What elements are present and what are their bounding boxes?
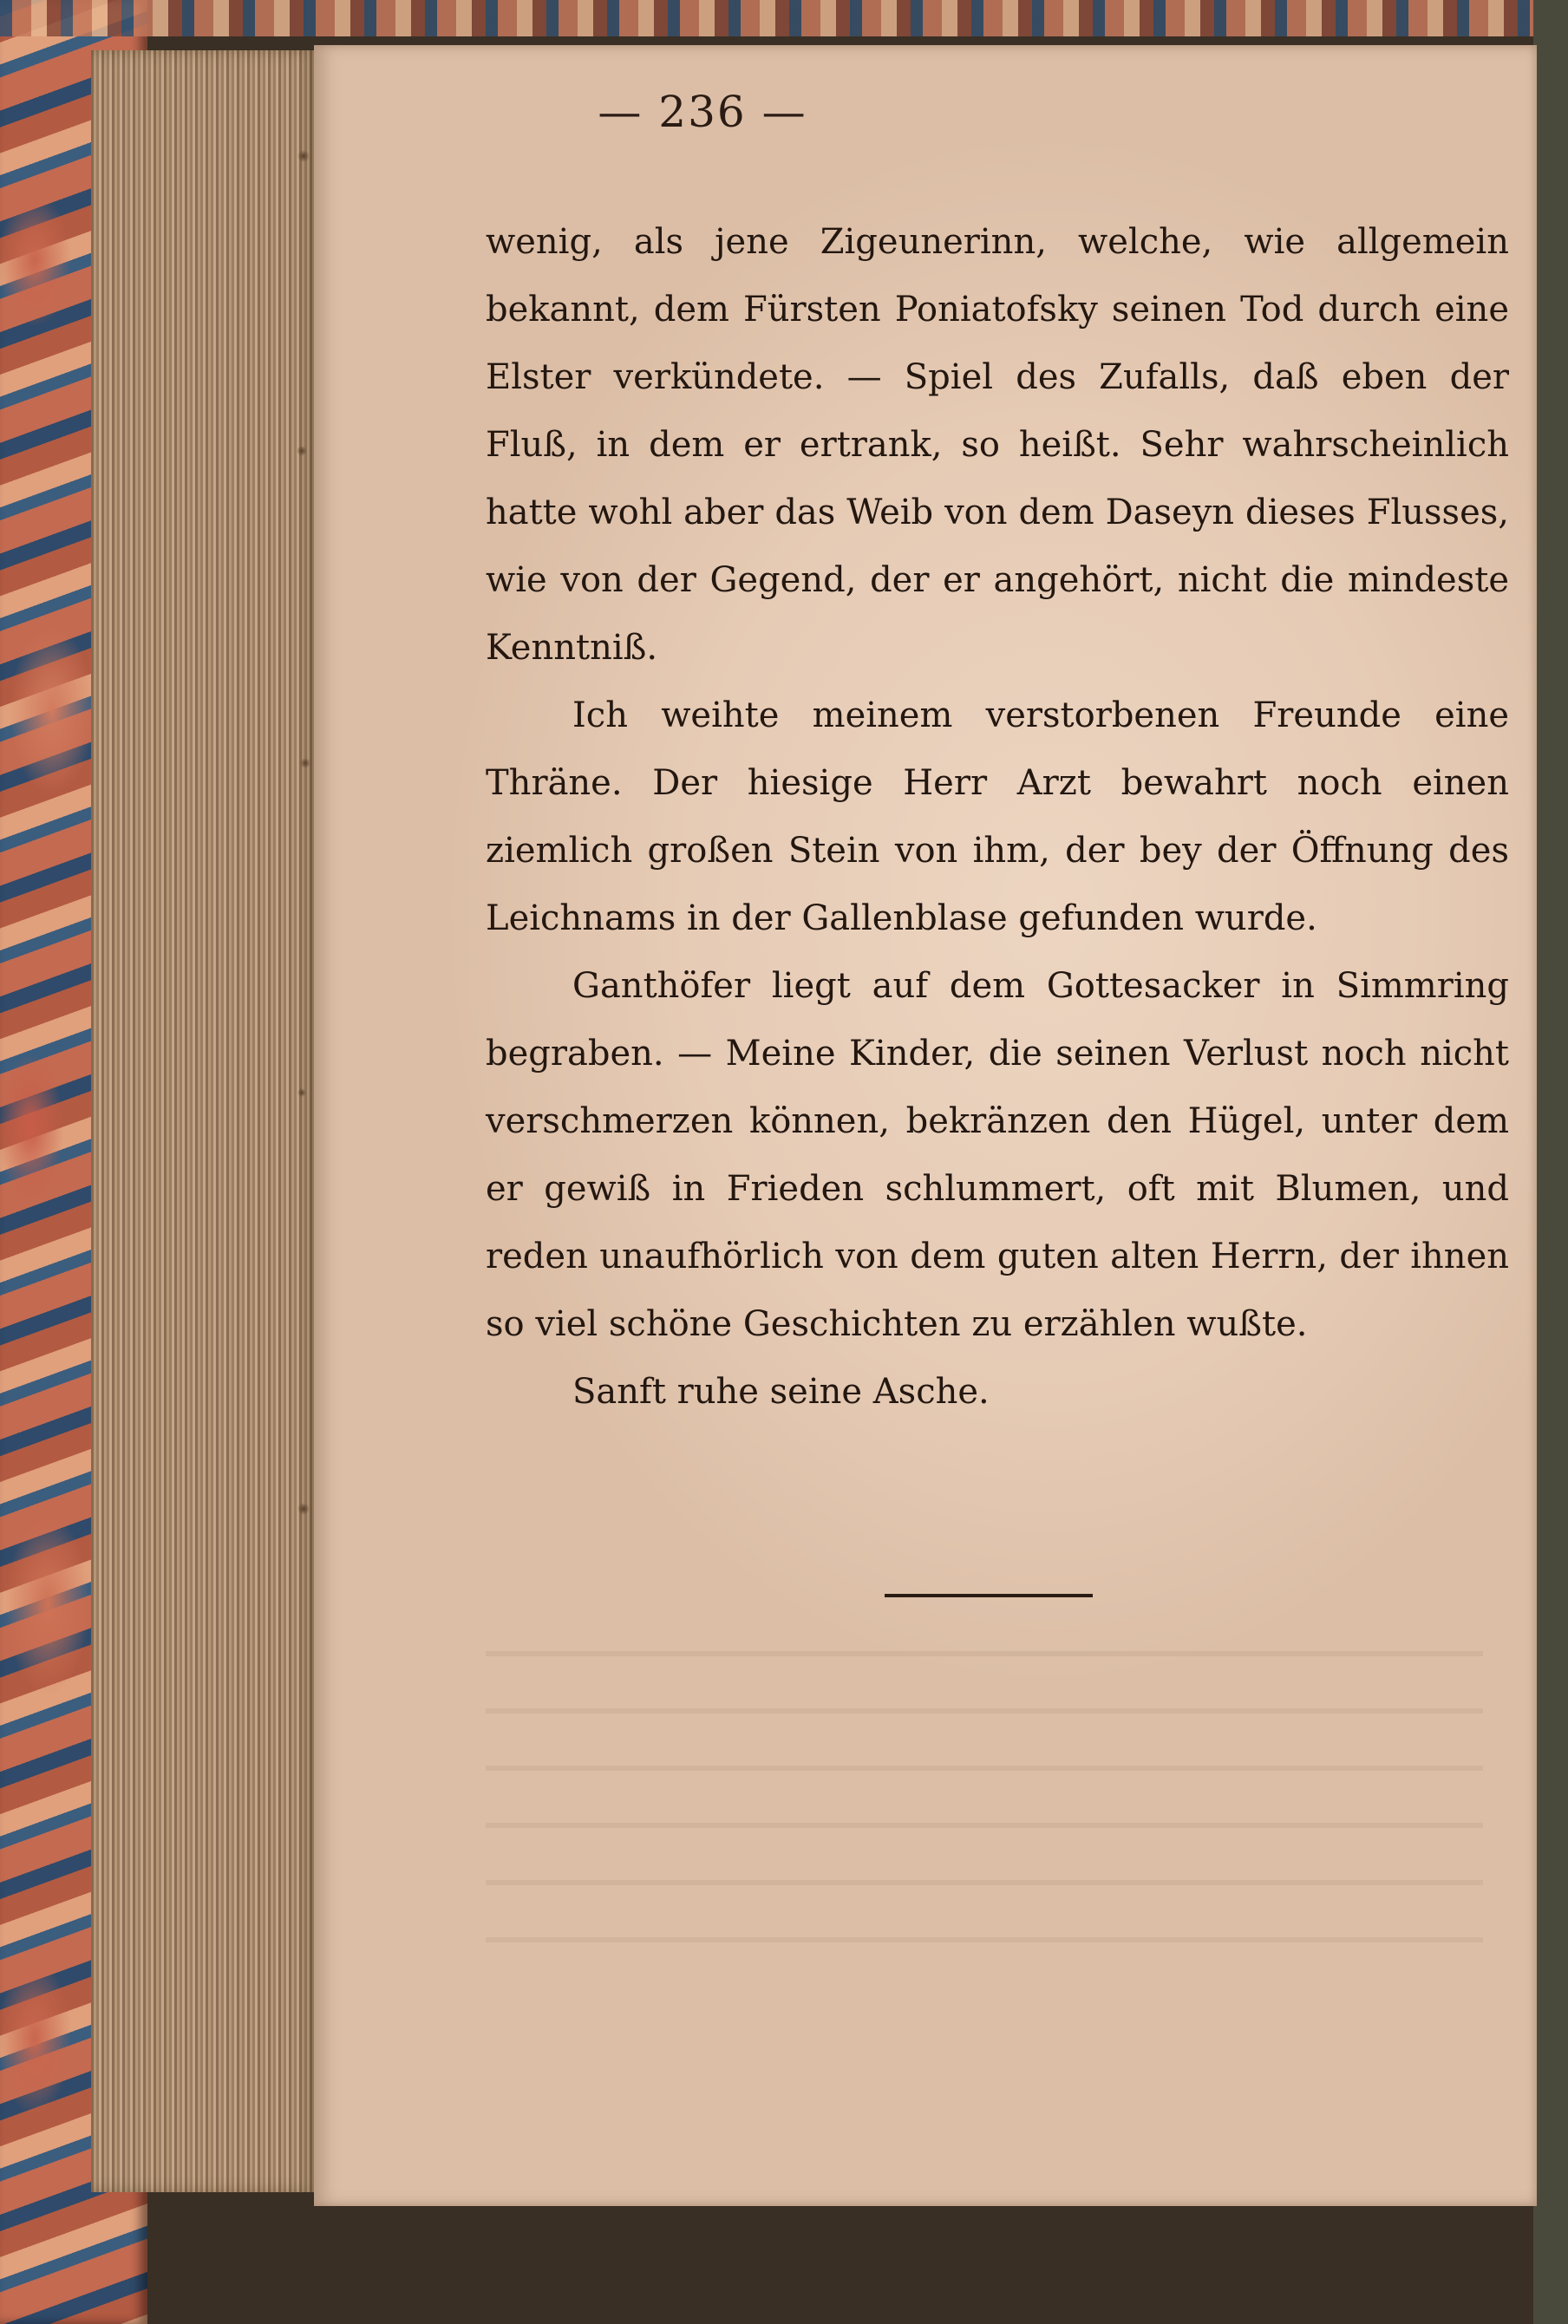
page-text xyxy=(486,208,1509,1426)
page-number: — 236 — xyxy=(598,87,807,137)
paragraph-2: Ich weihte meinem verstorbenen Freunde eine Thräne. Der hiesige Herr Arzt bewahrt noch einen ziemlich großen Stein von ihm, der bey der Öffnung des Leichnams in der Gallenblase gefunden wurde. xyxy=(486,695,1509,938)
page-edges xyxy=(91,50,317,2192)
paragraph-1: wenig, als jene Zigeunerinn, welche, wie allgemein bekannt, dem Fürsten Poniatofsky seinen Tod durch eine Elster verkündete. — Spiel des Zufalls, daß eben der Fluß, in dem er ertrank, so heißt. Sehr wahrscheinlich hatte wohl aber das Weib von dem Daseyn dieses Flusses, wie von der Gegend, der er angehört, nicht die mindeste Kenntniß. xyxy=(486,222,1509,668)
paragraph-3: Ganthöfer liegt auf dem Gottesacker in Simmring begraben. — Meine Kinder, die seinen Verlust noch nicht verschmerzen können, bekränzen den Hügel, unter dem er gewiß in Frieden schlummert, oft mit Blumen, und reden unaufhörlich von dem guten alten Herrn, der ihnen so viel schöne Geschichten zu erzählen wußte. xyxy=(486,966,1509,1344)
section-separator-rule xyxy=(885,1594,1093,1597)
paragraph-4: Sanft ruhe seine Asche. xyxy=(572,1372,990,1412)
book-cover-right-edge xyxy=(1533,0,1568,2324)
show-through-impression xyxy=(486,1630,1483,1994)
book-cover-top-edge xyxy=(0,0,1568,36)
